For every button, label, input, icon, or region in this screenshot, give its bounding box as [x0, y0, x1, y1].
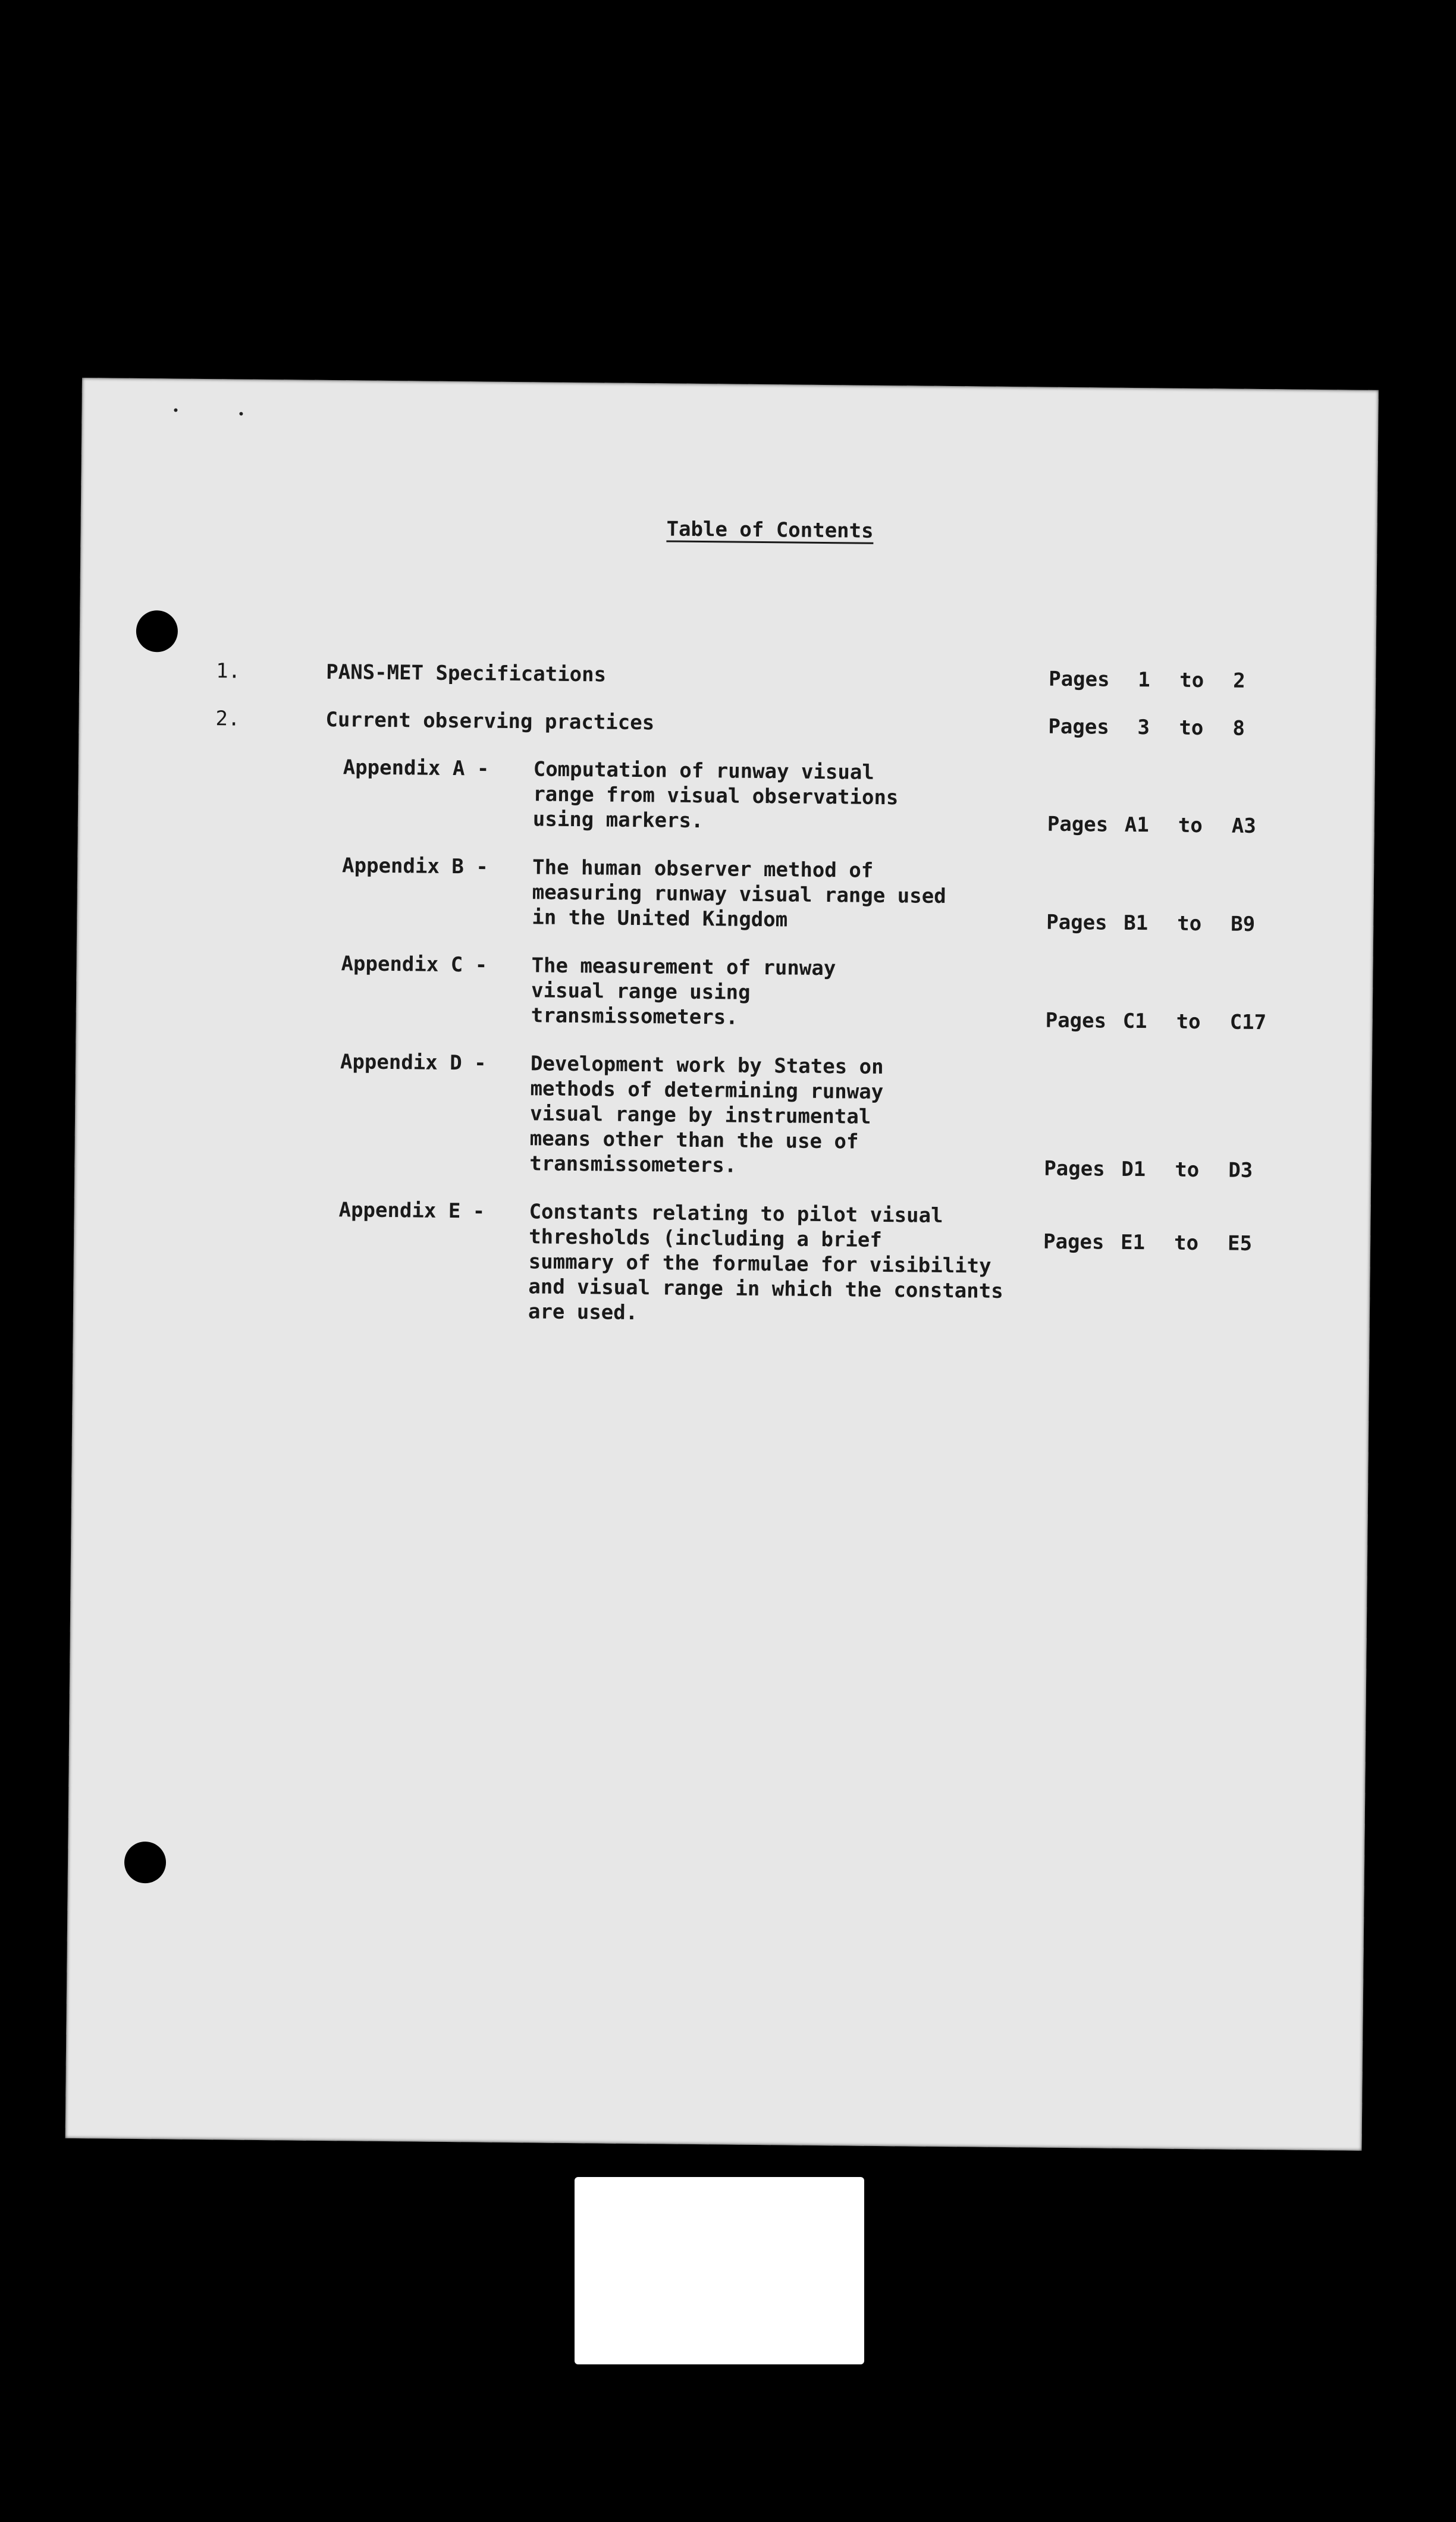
page-from: B1: [1124, 911, 1149, 936]
page-title: Table of Contents: [666, 517, 874, 543]
page-to: B9: [1231, 912, 1256, 936]
page-from: 1: [1138, 668, 1150, 692]
page-to: A3: [1231, 814, 1256, 838]
entry-heading: Current observing practices: [325, 707, 655, 735]
appendix-line: transmissometers.: [531, 1003, 738, 1030]
appendix-line: in the United Kingdom: [532, 905, 788, 932]
to-word: to: [1179, 716, 1204, 741]
appendix-line: methods of determining runway: [530, 1077, 884, 1104]
appendix-line: Computation of runway visual: [533, 757, 875, 785]
to-word: to: [1178, 813, 1203, 838]
appendix-line: using markers.: [532, 807, 704, 833]
page-to: E5: [1227, 1231, 1253, 1256]
appendix-line: measuring runway visual range used: [532, 880, 946, 908]
appendix-line: visual range by instrumental: [529, 1102, 871, 1129]
appendix-line: The measurement of runway: [531, 953, 836, 981]
page-to: 8: [1232, 716, 1245, 741]
page-to: 2: [1233, 669, 1245, 693]
speck: [174, 408, 177, 412]
entry-number: 2.: [215, 707, 240, 731]
to-word: to: [1175, 1158, 1200, 1182]
entry-heading: PANS-MET Specifications: [326, 660, 607, 687]
page-from: E1: [1120, 1230, 1146, 1255]
page-from: 3: [1137, 716, 1150, 740]
appendix-label: Appendix E -: [338, 1198, 485, 1224]
speck: [239, 412, 243, 416]
entry-number: 1.: [216, 659, 241, 683]
to-word: to: [1173, 1231, 1199, 1256]
appendix-line: thresholds (including a brief: [528, 1225, 882, 1252]
punch-hole: [124, 1842, 167, 1884]
page-to: C17: [1229, 1010, 1267, 1035]
appendix-line: visual range using: [531, 978, 751, 1005]
appendix-label: Appendix A -: [343, 755, 489, 781]
appendix-line: are used.: [528, 1300, 638, 1325]
page-to: D3: [1228, 1158, 1253, 1182]
pages-label: Pages: [1045, 1008, 1107, 1033]
pages-label: Pages: [1047, 812, 1109, 837]
appendix-line: range from visual observations: [533, 782, 899, 810]
to-word: to: [1179, 668, 1204, 693]
appendix-line: Development work by States on: [530, 1052, 884, 1079]
pages-label: Pages: [1048, 714, 1109, 739]
appendix-line: summary of the formulae for visibility: [528, 1250, 991, 1278]
pages-label: Pages: [1044, 1156, 1105, 1181]
appendix-line: transmissometers.: [529, 1152, 737, 1178]
blank-label-card: [575, 2177, 864, 2364]
pages-label: Pages: [1046, 910, 1107, 935]
document-page: [65, 378, 1379, 2151]
page-from: A1: [1124, 813, 1150, 837]
appendix-line: The human observer method of: [532, 855, 874, 883]
page-from: C1: [1122, 1009, 1147, 1034]
page-from: D1: [1121, 1157, 1146, 1182]
to-word: to: [1177, 911, 1202, 936]
appendix-label: Appendix D -: [340, 1050, 487, 1075]
appendix-line: and visual range in which the constants: [528, 1275, 1003, 1303]
to-word: to: [1176, 1009, 1201, 1034]
pages-label: Pages: [1043, 1229, 1104, 1254]
appendix-label: Appendix C -: [341, 952, 488, 977]
appendix-line: means other than the use of: [529, 1127, 859, 1154]
punch-hole: [136, 610, 178, 653]
appendix-label: Appendix B -: [341, 854, 488, 879]
appendix-line: Constants relating to pilot visual: [529, 1200, 943, 1228]
pages-label: Pages: [1049, 667, 1110, 692]
